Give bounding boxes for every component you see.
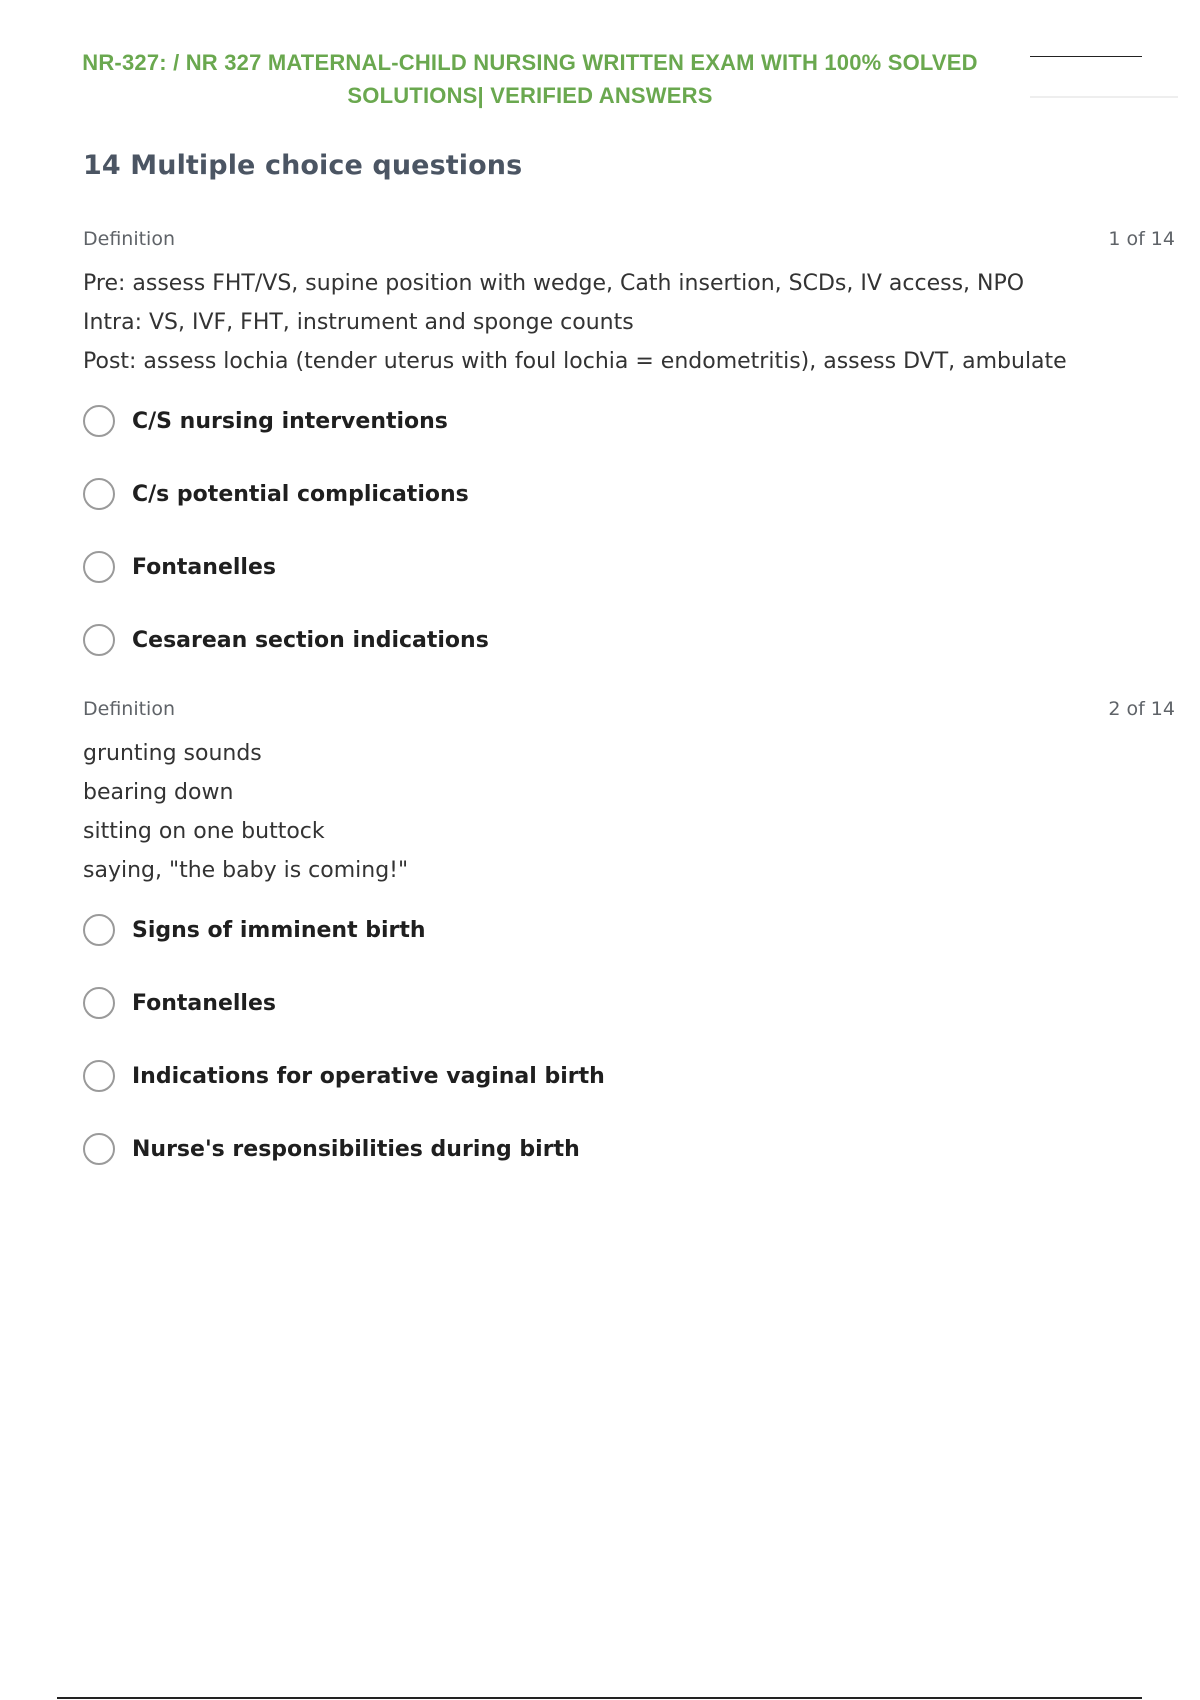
radio-button[interactable]: [83, 478, 115, 510]
quiz-heading: 14 Multiple choice questions: [83, 150, 523, 181]
answer-option-label: C/s potential complications: [132, 481, 469, 507]
answer-option[interactable]: [83, 401, 1175, 441]
definition-line: Post: assess lochia (tender uterus with foul lochia = endometritis), assess DVT, ambulate: [83, 349, 1067, 374]
radio-button[interactable]: [83, 1133, 115, 1165]
answer-option[interactable]: [83, 983, 1175, 1023]
answer-option-label: Fontanelles: [132, 554, 276, 580]
radio-button[interactable]: [83, 987, 115, 1019]
answer-option[interactable]: [83, 620, 1175, 660]
answer-options: [83, 401, 1175, 660]
document-header: [40, 46, 1020, 112]
header-title-line-2: SOLUTIONS| VERIFIED ANSWERS: [347, 83, 713, 108]
answer-option[interactable]: [83, 474, 1175, 514]
answer-option[interactable]: [83, 547, 1175, 587]
radio-button[interactable]: [83, 914, 115, 946]
definition-label: Definition: [83, 228, 176, 250]
radio-button[interactable]: [83, 405, 115, 437]
answer-option-label: C/S nursing interventions: [132, 408, 448, 434]
header-title-line-1: NR-327: / NR 327 MATERNAL-CHILD NURSING WRITTEN EXAM WITH 100% SOLVED: [82, 50, 978, 75]
radio-button[interactable]: [83, 624, 115, 656]
radio-button[interactable]: [83, 1060, 115, 1092]
definition-text: [83, 734, 1175, 890]
header-rule-bottom: [1030, 96, 1178, 98]
definition-label: Definition: [83, 698, 176, 720]
question-meta: [83, 698, 1175, 724]
definition-line: sitting on one buttock: [83, 819, 325, 844]
answer-option-label: Signs of imminent birth: [132, 917, 426, 943]
answer-option-label: Cesarean section indications: [132, 627, 489, 653]
answer-option[interactable]: [83, 910, 1175, 950]
question-counter: 1 of 14: [1108, 228, 1175, 250]
definition-text: [83, 264, 1175, 381]
question-meta: [83, 228, 1175, 254]
question-card-2: [83, 698, 1175, 1202]
definition-line: Pre: assess FHT/VS, supine position with wedge, Cath insertion, SCDs, IV access, NPO: [83, 271, 1025, 296]
footer-rule: [57, 1697, 1142, 1699]
definition-line: bearing down: [83, 780, 234, 805]
question-counter: 2 of 14: [1108, 698, 1175, 720]
answer-option-label: Fontanelles: [132, 990, 276, 1016]
question-card-1: [83, 228, 1175, 693]
definition-line: saying, "the baby is coming!": [83, 858, 409, 883]
answer-option-label: Indications for operative vaginal birth: [132, 1063, 605, 1089]
answer-option[interactable]: [83, 1129, 1175, 1169]
answer-option[interactable]: [83, 1056, 1175, 1096]
header-rule-top: [1030, 56, 1142, 57]
answer-options: [83, 910, 1175, 1169]
definition-line: Intra: VS, IVF, FHT, instrument and sponge counts: [83, 310, 634, 335]
definition-line: grunting sounds: [83, 741, 262, 766]
radio-button[interactable]: [83, 551, 115, 583]
answer-option-label: Nurse's responsibilities during birth: [132, 1136, 580, 1162]
